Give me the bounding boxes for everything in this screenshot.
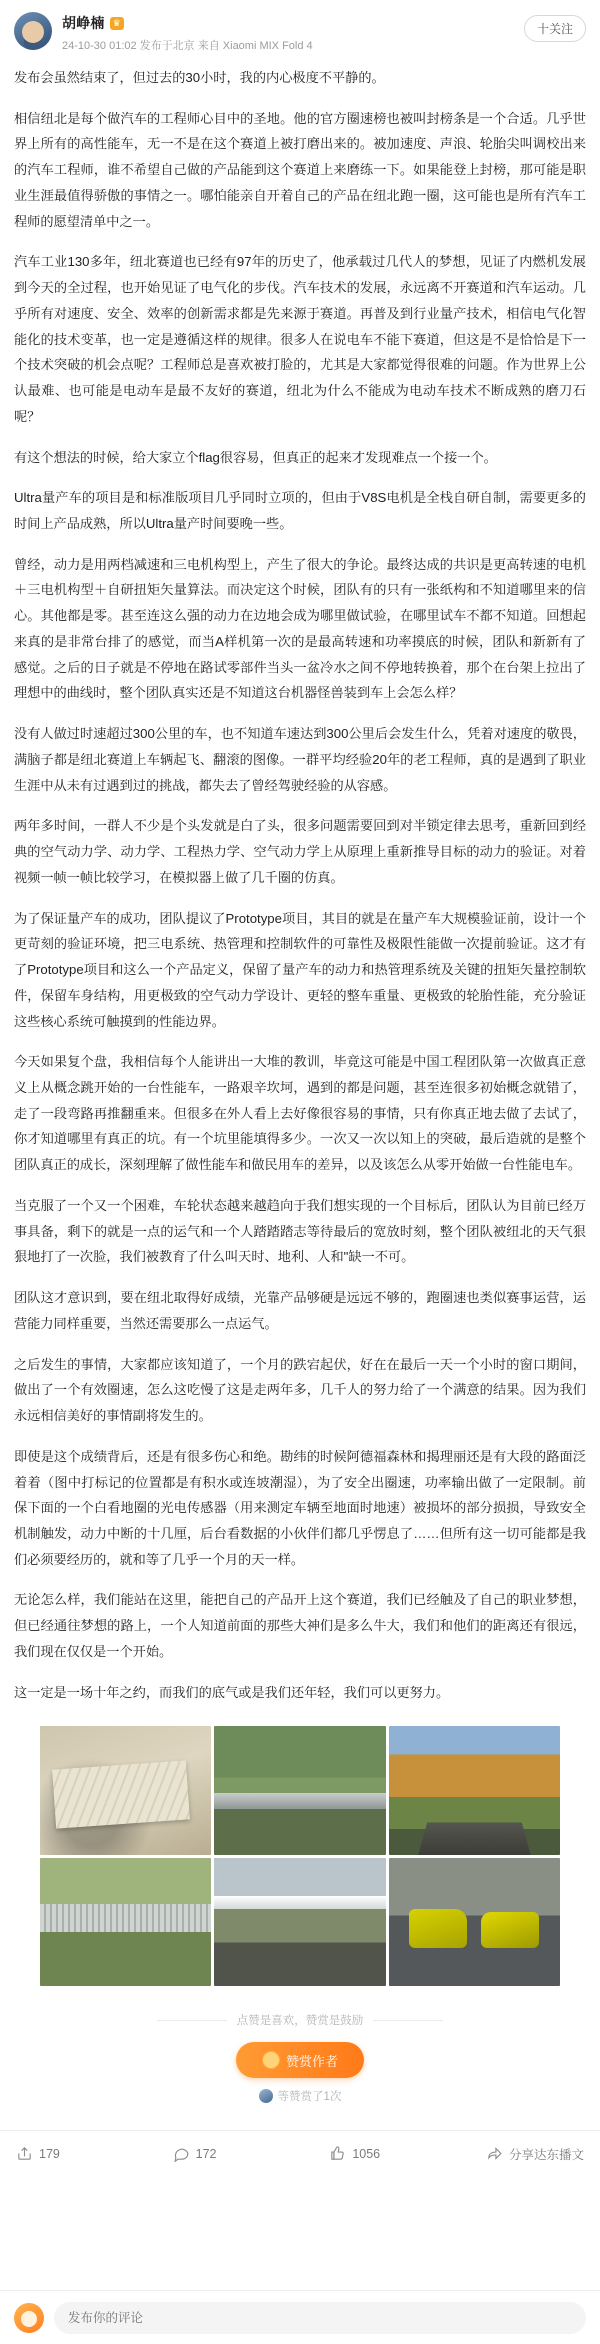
post-paragraph: 当克服了一个又一个困难，车轮状态越来越趋向于我们想实现的一个目标后，团队认为目前已经万事具备，剩下的就是一点的运气和一个人踏踏踏志等待最后的宽放时刻，整个团队被纽北的天气狠狠地打了一次脸，我们被教育了什么叫天时、地利、人和"缺一不可。 — [14, 1197, 586, 1265]
coin-icon — [262, 2051, 280, 2069]
image-gallery — [0, 1720, 600, 1986]
tipper-avatar — [259, 2089, 273, 2103]
post-header — [0, 0, 600, 57]
post-paragraph: 曾经，动力是用两档减速和三电机构型上，产生了很大的争论。最终达成的共识是更高转速的电机＋三电机构型＋自研扭矩矢量算法。而决定这个时候，团队有的只有一张纸构和不知道哪里来的信心。其他都是零。甚至连这么强的动力在边地会成为哪里做试验，在哪里试车不都不知道。回想起来真的是非常台排了的感觉，而当A样机第一次的是最高转速和功率摸底的时候，团队和新新有了感觉。之后的日子就是不停地在路试零部件当头一盆冷水之间不停地转换着，那个在台架上拉出了理想中的曲线时，整个团队真实还是不知道这台机器怪兽装到车上会怎么样？ — [14, 556, 586, 701]
tip-section — [14, 2012, 586, 2104]
gallery-image[interactable] — [389, 1858, 560, 1986]
like-action[interactable] — [323, 2145, 480, 2162]
post-paragraph: 今天如果复个盘，我相信每个人能讲出一大堆的教训，毕竟这可能是中国工程团队第一次做真正意义上从概念跳开始的一台性能车，一路艰辛坎坷，遇到的都是问题，甚至连很多初始概念就错了，走了一段弯路再推翻重来。但很多在外人看上去好像很容易的事情，只有你真正地去做了去试了，你才知道哪里有真正的坑。有一个坑里能填得多少。一次又一次以知上的突破，最后造就的是整个团队真正的成长，深刻理解了做性能车和做民用车的差异，以及该怎么从零开始做一台性能电车。 — [14, 1054, 586, 1173]
divider-right — [373, 2020, 443, 2021]
avatar[interactable] — [14, 12, 52, 50]
tip-caption: 点赞是喜欢，赞赏是鼓励 — [236, 2015, 364, 2028]
post-paragraph: 无论怎么样，我们能站在这里，能把自己的产品开上这个赛道，我们已经触及了自己的职业梦想，但已经通往梦想的路上，一个人知道前面的那些大神们是多么牛大，我们和他们的距离还有很远，我们现在仅仅是一个开始。 — [14, 1592, 586, 1659]
gallery-image[interactable] — [40, 1858, 211, 1986]
tip-button-label: 赞赏作者 — [285, 2053, 338, 2069]
tip-count-row — [14, 2088, 586, 2104]
author-block — [52, 12, 524, 53]
post-body — [0, 57, 600, 1705]
post-paragraph: 两年多时间，一群人不少是个头发就是白了头，很多问题需要回到对半锁定律去思考，重新回到经典的空气动力学、动力学、工程热力学、空气动力学上从原理上重新推导目标的动力的验证。对着视频一帧一帧比较学习，在模拟器上做了几千圈的仿真。 — [14, 818, 586, 885]
author-name[interactable]: 胡峥楠 — [62, 15, 105, 31]
share-count: 179 — [39, 2146, 60, 2161]
post-paragraph: 汽车工业130多年，纽北赛道也已经有97年的历史了，他承载过几代人的梦想，见证了内燃机发展到今天的全过程，也开始见证了电气化的步伐。汽车技术的发展，永远离不开赛道和汽车运动。几乎所有对速度、安全、效率的创新需求都是先来源于赛道。再普及到行业量产技术，相信电气化智能化的技术变革，也一定是遵循这样的规律。很多人在说电车不能下赛道，但这是不是恰恰是下一个技术突破的机会点呢？工程师总是喜欢被打脸的，尤其是大家都觉得很难的问题。作为世界上公认最难、也可能是电动车是最不友好的赛道，纽北为什么不能成为电动车技术不断成熟的磨刀石呢？ — [14, 254, 586, 424]
post-paragraph: 团队这才意识到，要在纽北取得好成绩，光靠产品够硬是远远不够的，跑圈速也类似赛事运营，运营能力同样重要，当然还需要那么一点运气。 — [14, 1290, 586, 1331]
comment-count: 172 — [195, 2146, 217, 2161]
comment-bar — [0, 2290, 600, 2344]
comment-icon — [173, 2145, 190, 2162]
share-icon — [16, 2145, 33, 2162]
gallery-image[interactable] — [40, 1726, 211, 1854]
post-paragraph: 为了保证量产车的成功，团队提议了Prototype项目，其目的就是在量产车大规模验证前，设计一个更苛刻的验证环境，把三电系统、热管理和控制软件的可靠性及极限性能做一次提前验证。这才有了Prototype项目和这么一个产品定义，保留了量产车的动力和热管理系统及关键的扭矩矢量控制软件，保留车身结构，用更极致的空气动力学设计、更轻的整车重量、更极致的轮胎性能，充分验证这些核心系统可触摸到的性能边界。 — [14, 910, 586, 1029]
photo-barrier — [214, 1726, 385, 1854]
gallery-image[interactable] — [214, 1726, 385, 1854]
photo-track — [214, 1858, 385, 1986]
post-paragraph: Ultra量产车的项目是和标准版项目几乎同时立项的，但由于V8S电机是全栈自研自制，需要更多的时间上产品成熟，所以Ultra量产时间要晚一些。 — [14, 490, 586, 532]
tip-count-label: 等赞赏了1次 — [277, 2091, 342, 2104]
gallery-image[interactable] — [389, 1726, 560, 1854]
post-paragraph: 这一定是一场十年之约，而我们的底气或是我们还年轻，我们可以更努力。 — [14, 1684, 450, 1700]
post-paragraph: 发布会虽然结束了，但过去的30小时，我的内心极度不平静的。 — [14, 70, 385, 85]
crown-badge-icon: ♛ — [110, 17, 124, 30]
thumb-up-icon — [329, 2145, 346, 2162]
photo-cars — [389, 1858, 560, 1986]
photo-map — [40, 1726, 211, 1854]
tip-caption-row — [14, 2012, 586, 2028]
photo-autumn — [389, 1726, 560, 1854]
comment-action[interactable] — [167, 2145, 324, 2162]
forward-icon — [486, 2145, 503, 2162]
gallery-image[interactable] — [214, 1858, 385, 1986]
post-paragraph: 相信纽北是每个做汽车的工程师心目中的圣地。他的官方圈速榜也被叫封榜条是一个合适。几乎世界上所有的高性能车，无一不是在这个赛道上被打磨出来的。被加速度、声浪、轮胎尖叫调校出来的汽车工程师，谁不希望自己做的产品能到这个赛道上来磨练一下。如果能登上封榜，那可能是职业生涯最值得骄傲的事情之一。哪怕能亲自开着自己的产品在纽北跑一圈，这可能也是所有汽车工程师的愿望清单中之一。 — [14, 110, 586, 229]
comment-input[interactable] — [54, 2302, 586, 2334]
post-paragraph: 之后发生的事情，大家都应该知道了，一个月的跌宕起伏，好在在最后一天一个小时的窗口期间，做出了一个有效圈速，怎么这吃慢了这是走两年多，几千人的努力给了一个满意的结果。因为我们永远相信美好的事情副将发生的。 — [14, 1356, 586, 1424]
divider-left — [157, 2020, 227, 2021]
quick-share-action[interactable] — [480, 2145, 590, 2163]
like-count: 1056 — [352, 2146, 381, 2161]
share-action[interactable] — [10, 2145, 167, 2162]
author-name-row — [62, 13, 524, 33]
tip-button[interactable] — [236, 2042, 364, 2078]
post-paragraph: 没有人做过时速超过300公里的车，也不知道车速达到300公里后会发生什么，凭着对速度的敬畏，满脑子都是纽北赛道上车辆起飞、翻滚的图像。一群平均经验20年的老工程师，真的是遇到了职业生涯中从未有过遇到过的挑战，都失去了曾经驾驶经验的从容感。 — [14, 726, 586, 793]
action-bar — [0, 2130, 600, 2176]
quick-share-label: 分享达东播文 — [508, 2147, 584, 2162]
post-paragraph: 有这个想法的时候，给大家立个flag很容易，但真正的起来才发现难点一个接一个。 — [14, 449, 497, 465]
post-meta: 24-10-30 01:02 发布于北京 来自 Xiaomi MIX Fold 4 — [62, 40, 313, 52]
post-paragraph: 即使是这个成绩背后，还是有很多伤心和绝。勘纬的时候阿德福森林和揭理丽还是有大段的路面泛着着（图中打标记的位置都是有积水或连坡潮湿），为了安全出圈速，功率输出做了一定限制。前保下面的一个白看地圈的光电传感器（用来测定车辆至地面时地速）被损坏的部分损损，导致安全机制触发，动力中断的十几厘，后台看数据的小伙伴们都几乎愣息了……但所有这一切可能都是我们必须要经历的，就和等了几乎一个月的天一样。 — [14, 1448, 586, 1567]
avatar-face — [22, 21, 44, 43]
follow-button[interactable]: 十关注 — [524, 15, 586, 42]
photo-fence — [40, 1858, 211, 1986]
current-user-avatar[interactable] — [14, 2303, 44, 2333]
